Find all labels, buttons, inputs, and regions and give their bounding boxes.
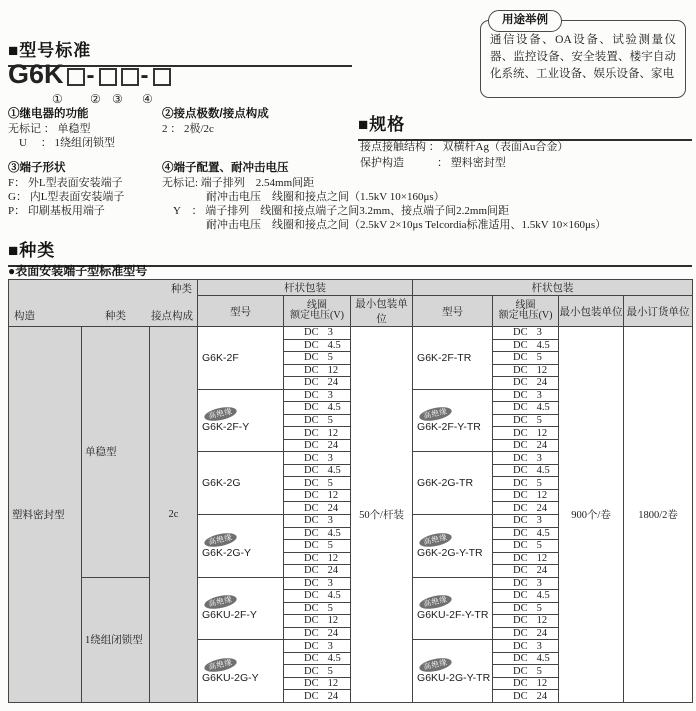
coil-voltage-cell <box>493 364 559 377</box>
high-insulation-badge: 高绝缘 <box>203 405 238 424</box>
voltage-value: 3 <box>536 452 542 464</box>
dc-label: DC <box>304 615 319 627</box>
dc-label: DC <box>513 490 528 502</box>
model-cell-right <box>413 640 493 703</box>
voltage-value: 3 <box>327 452 333 464</box>
voltage-value: 3 <box>327 327 333 339</box>
dc-label: DC <box>513 352 528 364</box>
model-cell-right <box>413 327 493 390</box>
col-header-min-pack-left: 最小包装单位 <box>351 296 413 327</box>
coil-voltage-cell <box>284 477 351 490</box>
dc-label: DC <box>513 465 528 477</box>
voltage-value: 3 <box>327 389 333 401</box>
voltage-value: 4.5 <box>327 590 341 602</box>
dc-label: DC <box>304 490 319 502</box>
contact-form-cell: 2c <box>150 327 198 703</box>
voltage-value: 12 <box>536 678 548 690</box>
dc-label: DC <box>513 615 528 627</box>
high-insulation-badge: 高绝缘 <box>203 593 238 612</box>
dc-label: DC <box>304 352 319 364</box>
voltage-value: 24 <box>327 440 339 452</box>
coil-voltage-cell <box>493 540 559 553</box>
voltage-value: 5 <box>536 352 542 364</box>
coil-voltage-cell <box>284 615 351 628</box>
dc-label: DC <box>513 327 528 339</box>
coil-voltage-cell <box>493 665 559 678</box>
voltage-value: 24 <box>536 690 548 702</box>
coil-voltage-cell <box>284 377 351 390</box>
voltage-value: 5 <box>327 352 333 364</box>
voltage-value: 24 <box>536 628 548 640</box>
dc-label: DC <box>304 653 319 665</box>
dc-label: DC <box>304 502 319 514</box>
col-header-kind: 种类 <box>105 311 126 322</box>
note-title: ④端子配置、耐冲击电压 <box>162 162 289 174</box>
dc-label: DC <box>304 465 319 477</box>
dc-label: DC <box>513 690 528 702</box>
note-line: 无标记: 端子排列 2.54mm间距 <box>162 177 315 189</box>
voltage-value: 12 <box>536 490 548 502</box>
coil-voltage-cell <box>493 452 559 465</box>
circled-digit-4: ④ <box>142 92 153 106</box>
model-name: G6KU-2G-Y <box>202 672 259 685</box>
voltage-value: 24 <box>536 565 548 577</box>
types-subtitle: ●表面安装端子型标准型号 <box>8 264 148 278</box>
dc-label: DC <box>304 440 319 452</box>
coil-voltage-cell <box>284 527 351 540</box>
high-insulation-badge: 高绝缘 <box>203 656 238 675</box>
voltage-value: 3 <box>536 389 542 401</box>
coil-voltage-cell <box>284 389 351 402</box>
pack-header-right: 杆状包装 <box>413 280 693 296</box>
col-header-min-pack-right: 最小包装单位 <box>559 296 624 327</box>
model-number-format <box>8 60 172 88</box>
pack-header-left: 杆状包装 <box>198 280 413 296</box>
model-name: G6KU-2G-Y-TR <box>417 672 491 685</box>
usage-example-box <box>480 14 686 98</box>
coil-voltage-cell <box>493 489 559 502</box>
coil-voltage-cell <box>493 590 559 603</box>
voltage-value: 3 <box>327 577 333 589</box>
dc-label: DC <box>513 377 528 389</box>
dc-label: DC <box>304 427 319 439</box>
voltage-value: 5 <box>536 414 542 426</box>
dc-label: DC <box>304 565 319 577</box>
voltage-value: 4.5 <box>327 527 341 539</box>
coil-voltage-cell <box>493 640 559 653</box>
coil-voltage-cell <box>284 540 351 553</box>
model-name: G6K-2G-Y <box>202 546 252 559</box>
voltage-value: 4.5 <box>536 590 550 602</box>
coil-voltage-cell <box>284 552 351 565</box>
coil-voltage-cell <box>493 615 559 628</box>
coil-voltage-cell <box>284 577 351 590</box>
coil-voltage-cell <box>284 439 351 452</box>
dc-label: DC <box>513 440 528 452</box>
coil-voltage-cell <box>493 652 559 665</box>
dc-label: DC <box>304 640 319 652</box>
dc-label: DC <box>304 515 319 527</box>
coil-voltage-cell <box>284 402 351 415</box>
dc-label: DC <box>513 540 528 552</box>
voltage-value: 24 <box>327 690 339 702</box>
voltage-value: 12 <box>536 552 548 564</box>
model-name: G6K-2F-TR <box>417 351 472 364</box>
note-line: Y ： 端子排列 线圈和接点端子之间3.2mm、接点端子间2.2mm间距 <box>162 205 510 217</box>
model-name: G6K-2F <box>202 351 239 364</box>
usage-example-body: 通信设备、OA设备、试验测量仪器、监控设备、安全装置、楼宇自动化系统、工业设备、娱乐设备、家电 <box>490 34 676 80</box>
dc-label: DC <box>304 602 319 614</box>
coil-voltage-cell <box>493 377 559 390</box>
dc-label: DC <box>304 452 319 464</box>
voltage-value: 4.5 <box>536 527 550 539</box>
dc-label: DC <box>304 477 319 489</box>
coil-voltage-cell <box>493 439 559 452</box>
coil-voltage-cell <box>493 414 559 427</box>
voltage-value: 3 <box>536 327 542 339</box>
dc-label: DC <box>513 427 528 439</box>
note-line: P： 印刷基板用端子 <box>8 205 105 217</box>
dc-label: DC <box>513 678 528 690</box>
voltage-value: 5 <box>536 665 542 677</box>
voltage-value: 12 <box>327 490 339 502</box>
coil-voltage-cell <box>284 602 351 615</box>
coil-header-line1: 线圈 <box>515 299 536 311</box>
coil-voltage-cell <box>284 665 351 678</box>
model-digit-box-3 <box>121 68 139 86</box>
voltage-value: 4.5 <box>536 339 550 351</box>
col-header-model-left: 型号 <box>198 296 284 327</box>
min-order-cell: 1800/2卷 <box>624 327 693 703</box>
coil-voltage-cell <box>284 464 351 477</box>
voltage-value: 12 <box>327 552 339 564</box>
voltage-value: 5 <box>536 602 542 614</box>
dc-label: DC <box>513 502 528 514</box>
voltage-value: 5 <box>327 477 333 489</box>
dc-label: DC <box>304 327 319 339</box>
coil-voltage-cell <box>493 464 559 477</box>
voltage-value: 12 <box>327 427 339 439</box>
coil-voltage-cell <box>284 690 351 703</box>
model-name: G6K-2F-Y <box>202 421 250 434</box>
min-pack-right-cell: 900个/卷 <box>559 327 624 703</box>
coil-voltage-cell <box>493 402 559 415</box>
voltage-value: 24 <box>327 565 339 577</box>
col-header-contact-form: 接点构成 <box>151 311 193 322</box>
voltage-value: 12 <box>536 615 548 627</box>
model-cell-right <box>413 577 493 640</box>
coil-voltage-cell <box>493 627 559 640</box>
dc-label: DC <box>304 552 319 564</box>
coil-voltage-cell <box>284 339 351 352</box>
coil-voltage-cell <box>493 339 559 352</box>
note-line: G： 内L型表面安装端子 <box>8 191 125 203</box>
dc-label: DC <box>513 364 528 376</box>
model-cell-left <box>198 640 284 703</box>
spec-heading: ■规格 <box>358 110 692 141</box>
col-header-coil-left <box>284 296 351 327</box>
voltage-value: 12 <box>536 364 548 376</box>
coil-header-line2: 额定电压(V) <box>498 310 553 321</box>
voltage-value: 4.5 <box>327 465 341 477</box>
dc-label: DC <box>513 477 528 489</box>
types-heading: ■种类 <box>8 236 692 267</box>
col-header-construction: 构造 <box>14 311 35 322</box>
note-terminal-shape <box>8 160 160 218</box>
high-insulation-badge: 高绝缘 <box>203 530 238 549</box>
spec-line-contact: 接点接触结构 ： 双横杆Ag（表面Au合金） <box>360 141 569 153</box>
voltage-value: 24 <box>327 502 339 514</box>
coil-voltage-cell <box>493 690 559 703</box>
dc-label: DC <box>513 590 528 602</box>
model-cell-left <box>198 327 284 390</box>
voltage-value: 12 <box>536 427 548 439</box>
model-notes-left <box>8 106 160 218</box>
model-name: G6KU-2F-Y <box>202 609 257 622</box>
coil-voltage-cell <box>493 502 559 515</box>
dc-label: DC <box>513 414 528 426</box>
note-line: 无标记 ： 单稳型 <box>8 123 91 135</box>
dc-label: DC <box>513 653 528 665</box>
model-prefix: G6K <box>8 59 64 89</box>
note-title: ②接点极数/接点构成 <box>162 108 269 120</box>
coil-voltage-cell <box>284 364 351 377</box>
coil-header-line2: 额定电压(V) <box>290 310 344 321</box>
coil-voltage-cell <box>284 352 351 365</box>
construction-cell: 塑料密封型 <box>9 327 82 703</box>
model-dash: - <box>140 62 149 89</box>
spec-lines <box>360 139 568 171</box>
model-cell-left <box>198 389 284 452</box>
dc-label: DC <box>513 402 528 414</box>
kind-cell: 单稳型 <box>82 327 150 578</box>
model-digit-box-4 <box>153 68 171 86</box>
dc-label: DC <box>304 364 319 376</box>
dc-label: DC <box>513 577 528 589</box>
model-cell-right <box>413 514 493 577</box>
coil-voltage-cell <box>493 602 559 615</box>
dc-label: DC <box>513 339 528 351</box>
dc-label: DC <box>304 665 319 677</box>
coil-voltage-cell <box>284 514 351 527</box>
voltage-value: 3 <box>536 515 542 527</box>
voltage-value: 3 <box>327 515 333 527</box>
voltage-value: 12 <box>327 678 339 690</box>
voltage-value: 5 <box>327 665 333 677</box>
model-name: G6K-2G <box>202 477 241 490</box>
coil-voltage-cell <box>493 565 559 578</box>
coil-voltage-cell <box>493 352 559 365</box>
model-name: G6K-2G-TR <box>417 477 474 490</box>
coil-voltage-cell <box>284 627 351 640</box>
voltage-value: 3 <box>536 577 542 589</box>
note-title: ①继电器的功能 <box>8 108 89 120</box>
coil-voltage-cell <box>284 677 351 690</box>
coil-voltage-cell <box>493 577 559 590</box>
note-line: 耐冲击电压 线圈和接点之间（1.5kV 10×160μs） <box>162 191 445 203</box>
coil-voltage-cell <box>493 552 559 565</box>
coil-voltage-cell <box>284 414 351 427</box>
model-digit-box-1 <box>67 68 85 86</box>
dc-label: DC <box>304 414 319 426</box>
voltage-value: 24 <box>327 628 339 640</box>
dc-label: DC <box>513 665 528 677</box>
coil-voltage-cell <box>284 427 351 440</box>
note-relay-function <box>8 106 160 150</box>
voltage-value: 3 <box>536 640 542 652</box>
dc-label: DC <box>513 552 528 564</box>
coil-voltage-cell <box>284 489 351 502</box>
coil-voltage-cell <box>493 527 559 540</box>
voltage-value: 4.5 <box>327 653 341 665</box>
coil-voltage-cell <box>284 327 351 340</box>
dc-label: DC <box>513 389 528 401</box>
model-name: G6K-2G-Y-TR <box>417 546 483 559</box>
high-insulation-badge: 高绝缘 <box>418 593 453 612</box>
header-row-pack <box>9 280 693 296</box>
dc-label: DC <box>304 377 319 389</box>
note-line: U ： 1绕组闭锁型 <box>8 137 115 149</box>
min-pack-left-cell: 50个/杆装 <box>351 327 413 703</box>
high-insulation-badge: 高绝缘 <box>418 656 453 675</box>
voltage-value: 4.5 <box>327 402 341 414</box>
col-header-min-order: 最小订货单位 <box>624 296 693 327</box>
coil-voltage-cell <box>284 640 351 653</box>
coil-voltage-cell <box>493 677 559 690</box>
kind-cell: 1绕组闭锁型 <box>82 577 150 702</box>
dc-label: DC <box>304 527 319 539</box>
col-header-model-right: 型号 <box>413 296 493 327</box>
model-name: G6KU-2F-Y-TR <box>417 609 489 622</box>
dc-label: DC <box>304 339 319 351</box>
coil-voltage-cell <box>284 652 351 665</box>
coil-voltage-cell <box>284 590 351 603</box>
coil-voltage-cell <box>493 327 559 340</box>
model-standard-heading: ■型号标准 <box>8 36 352 67</box>
coil-voltage-cell <box>284 452 351 465</box>
circled-digit-2: ② <box>90 92 101 106</box>
col-header-coil-right <box>493 296 559 327</box>
voltage-value: 5 <box>536 477 542 489</box>
voltage-value: 5 <box>536 540 542 552</box>
voltage-value: 24 <box>536 440 548 452</box>
voltage-value: 3 <box>327 640 333 652</box>
types-table-body <box>9 327 693 703</box>
dc-label: DC <box>513 527 528 539</box>
dc-label: DC <box>513 640 528 652</box>
usage-example-title: 用途举例 <box>488 10 562 32</box>
coil-voltage-cell <box>493 389 559 402</box>
coil-voltage-cell <box>284 565 351 578</box>
voltage-value: 5 <box>327 414 333 426</box>
table-row <box>9 327 693 340</box>
voltage-value: 24 <box>536 377 548 389</box>
types-table <box>8 279 693 703</box>
dc-label: DC <box>304 389 319 401</box>
voltage-value: 12 <box>327 364 339 376</box>
dc-label: DC <box>513 602 528 614</box>
dc-label: DC <box>304 540 319 552</box>
spec-line-protection: 保护构造 ： 塑料密封型 <box>360 157 506 169</box>
dc-label: DC <box>304 628 319 640</box>
high-insulation-badge: 高绝缘 <box>418 530 453 549</box>
coil-voltage-cell <box>284 502 351 515</box>
voltage-value: 4.5 <box>536 402 550 414</box>
voltage-value: 12 <box>327 615 339 627</box>
corner-header-cell <box>9 280 198 327</box>
voltage-value: 4.5 <box>536 653 550 665</box>
voltage-value: 24 <box>536 502 548 514</box>
model-cell-left <box>198 514 284 577</box>
dc-label: DC <box>513 515 528 527</box>
voltage-value: 5 <box>327 602 333 614</box>
high-insulation-badge: 高绝缘 <box>418 405 453 424</box>
note-line: F： 外L型表面安装端子 <box>8 177 123 189</box>
dc-label: DC <box>304 590 319 602</box>
dc-label: DC <box>513 565 528 577</box>
coil-voltage-cell <box>493 477 559 490</box>
model-dash: - <box>86 62 95 89</box>
coil-header-line1: 线圈 <box>307 299 328 311</box>
model-name: G6K-2F-Y-TR <box>417 421 481 434</box>
voltage-value: 5 <box>327 540 333 552</box>
coil-voltage-cell <box>493 514 559 527</box>
dc-label: DC <box>304 577 319 589</box>
model-digit-box-2 <box>99 68 117 86</box>
voltage-value: 4.5 <box>327 339 341 351</box>
model-cell-left <box>198 577 284 640</box>
dc-label: DC <box>513 628 528 640</box>
coil-voltage-cell <box>493 427 559 440</box>
circled-digit-1: ① <box>52 92 63 106</box>
dc-label: DC <box>304 690 319 702</box>
dc-label: DC <box>304 678 319 690</box>
dc-label: DC <box>304 402 319 414</box>
voltage-value: 24 <box>327 377 339 389</box>
model-cell-right <box>413 452 493 515</box>
note-line: 耐冲击电压 线圈和接点之间（2.5kV 2×10μs Telcordia标准适用、1.5kV 10×160μs） <box>162 219 607 231</box>
note-title: ③端子形状 <box>8 162 66 174</box>
voltage-value: 4.5 <box>536 465 550 477</box>
circled-digit-3: ③ <box>112 92 123 106</box>
dc-label: DC <box>513 452 528 464</box>
corner-label: 种类 <box>171 284 193 295</box>
note-line: 2 ： 2极/2c <box>162 123 214 135</box>
model-cell-left <box>198 452 284 515</box>
model-cell-right <box>413 389 493 452</box>
